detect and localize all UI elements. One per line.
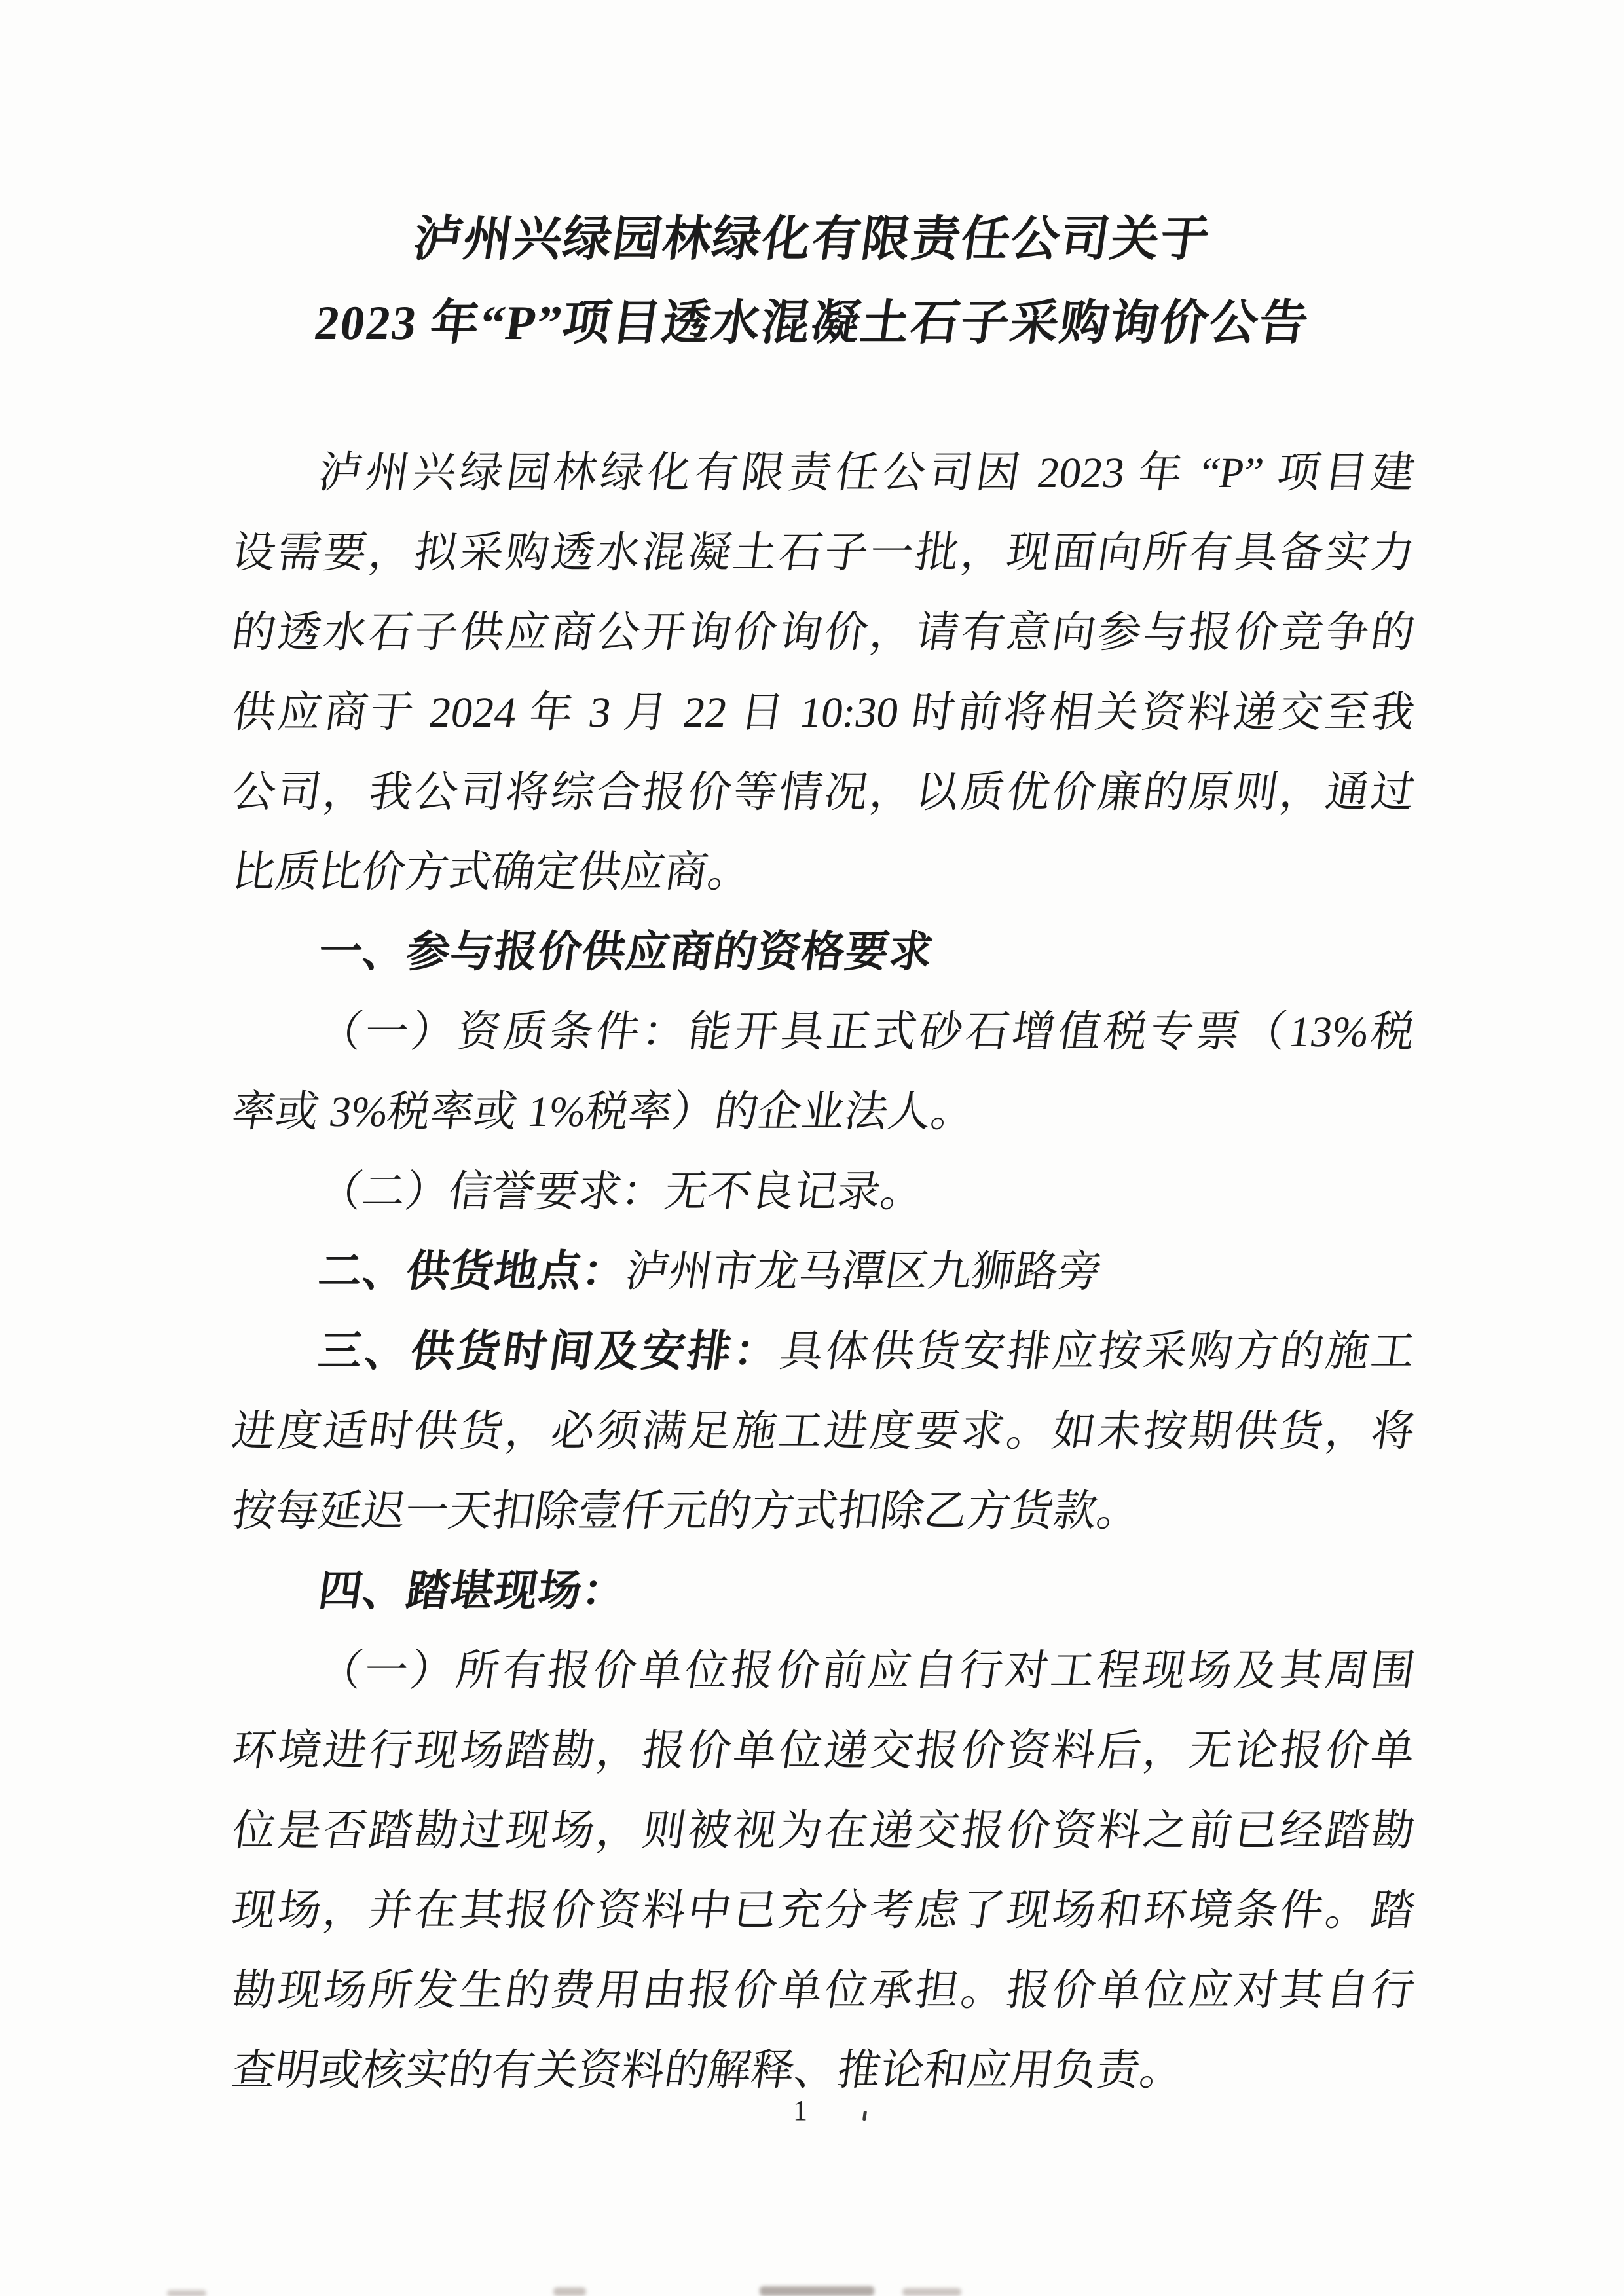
scan-smudge xyxy=(760,2286,874,2296)
paragraph-1-line-6: 比质比价方式确定供应商。 xyxy=(229,848,755,896)
section-1-heading: 一、参与报价供应商的资格要求 xyxy=(315,928,937,976)
section-4-heading: 四、踏堪现场： xyxy=(315,1567,630,1615)
section-4-item-1-line-3: 位是否踏勘过现场，则被视为在递交报价资料之前已经踏勘 xyxy=(229,1807,1418,1855)
section-4-item-1-line-4: 现场，并在其报价资料中已充分考虑了现场和环境条件。踏 xyxy=(229,1887,1418,1935)
page-number: 1 xyxy=(793,2094,807,2126)
paragraph-1-line-1: 泸州兴绿园林绿化有限责任公司因 2023 年 “P” 项目建 xyxy=(315,449,1418,497)
section-4-item-1-line-1: （一）所有报价单位报价前应自行对工程现场及其周围 xyxy=(315,1647,1418,1695)
section-3-line-2: 进度适时供货，必须满足施工进度要求。如未按期供货，将 xyxy=(229,1408,1418,1455)
section-4-item-1-line-5: 勘现场所发生的费用由报价单位承担。报价单位应对其自行 xyxy=(229,1967,1418,2014)
scan-smudge xyxy=(902,2288,961,2296)
title-line-1: 泸州兴绿园林绿化有限责任公司关于 xyxy=(410,213,1214,266)
title-line-2: 2023 年“P”项目透水混凝土石子采购询价公告 xyxy=(311,297,1313,350)
section-1-item-1-line-1: （一）资质条件：能开具正式砂石增值税专票（13%税 xyxy=(315,1008,1418,1056)
section-4-item-1-line-6: 查明或核实的有关资料的解释、推论和应用负责。 xyxy=(229,2047,1187,2094)
section-2-heading-text: 泸州市龙马潭区九狮路旁 xyxy=(622,1248,1105,1296)
section-3-line-3: 按每延迟一天扣除壹仟元的方式扣除乙方货款。 xyxy=(229,1487,1144,1535)
paragraph-1-line-3: 的透水石子供应商公开询价询价，请有意向参与报价竞争的 xyxy=(229,609,1418,657)
document-body xyxy=(229,433,1418,2111)
section-3-heading-label: 三、供货时间及安排： xyxy=(315,1328,784,1376)
scan-smudge xyxy=(167,2290,206,2296)
paragraph-1-line-5: 公司，我公司将综合报价等情况，以质优价廉的原则，通过 xyxy=(229,769,1418,816)
section-4-item-1-line-2: 环境进行现场踏勘，报价单位递交报价资料后，无论报价单 xyxy=(229,1727,1418,1775)
paragraph-1-line-2: 设需要，拟采购透水混凝土石子一批，现面向所有具备实力 xyxy=(229,529,1418,577)
section-2-heading-label: 二、供货地点： xyxy=(315,1248,630,1296)
document-title xyxy=(0,0,1624,365)
section-3-heading-line xyxy=(227,1312,1420,1392)
paragraph-1-line-4: 供应商于 2024 年 3 月 22 日 10:30 时前将相关资料递交至我 xyxy=(229,689,1418,737)
scan-smudge xyxy=(553,2287,586,2296)
section-3-heading-text: 具体供货安排应按采购方的施工 xyxy=(777,1328,1418,1376)
section-2-heading-line xyxy=(227,1232,1420,1312)
section-1-item-2: （二）信誉要求：无不良记录。 xyxy=(315,1168,928,1216)
section-1-item-1-line-2: 率或 3%税率或 1%税率）的企业法人。 xyxy=(229,1088,978,1136)
